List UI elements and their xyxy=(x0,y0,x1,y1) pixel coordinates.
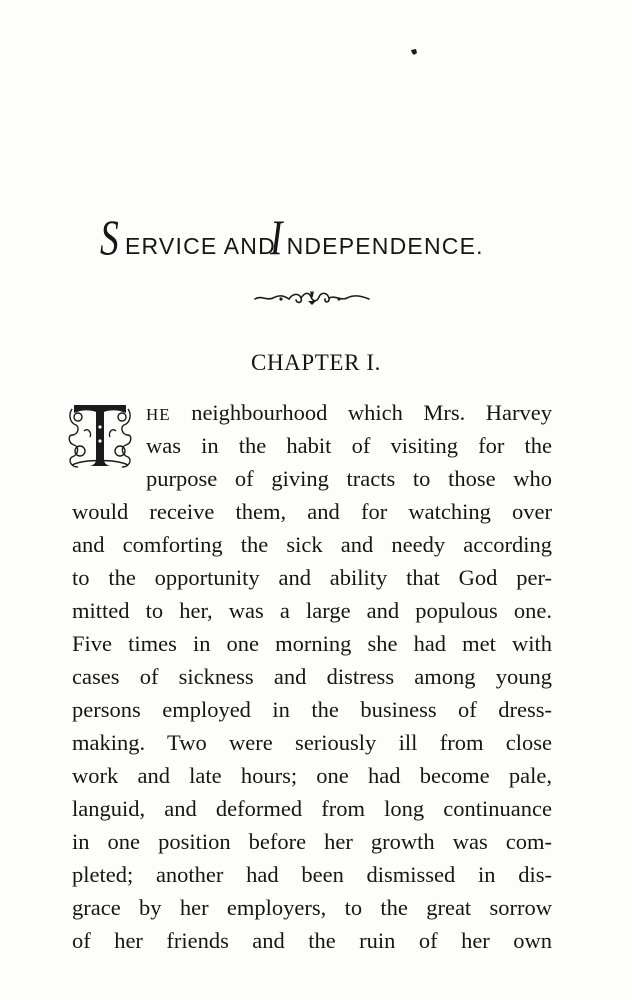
heading-text-part2: NDEPENDENCE. xyxy=(286,233,484,259)
body-line-17: of her friends and the ruin of her own xyxy=(72,928,552,953)
body-line-10: persons employed in the business of dress- xyxy=(72,697,552,722)
body-line-2: was in the habit of visiting for the xyxy=(146,433,552,458)
ink-speck xyxy=(410,48,418,56)
body-line-13: languid, and deformed from long continuance xyxy=(72,796,552,821)
body-line-5: and comforting the sick and needy according xyxy=(72,532,552,557)
body-line-14: in one position before her growth was com- xyxy=(72,829,552,854)
heading-text-part1: ERVICE AND xyxy=(125,233,276,259)
page-heading xyxy=(100,209,530,272)
body-line-1: HE neighbourhood which Mrs. Harvey xyxy=(146,400,553,425)
body-line-8: Five times in one morning she had met with xyxy=(72,631,552,656)
body-line-16: grace by her employers, to the great sorrow xyxy=(72,895,552,920)
ornamental-dropcap-t-icon xyxy=(66,401,134,471)
body-line-6: to the opportunity and ability that God per- xyxy=(72,565,552,590)
heading-initial-s: S xyxy=(100,209,119,265)
body-line-4: would receive them, and for watching over xyxy=(72,499,552,524)
body-line-3: purpose of giving tracts to those who xyxy=(146,466,552,491)
heading-initial-i: I xyxy=(269,209,283,265)
body-line-11: making. Two were seriously ill from close xyxy=(72,730,552,755)
body-line-15: pleted; another had been dismissed in dis- xyxy=(72,862,552,887)
smallcaps-opening: HE xyxy=(146,405,171,424)
decorative-flourish-icon xyxy=(253,289,371,307)
body-line-9: cases of sickness and distress among young xyxy=(72,664,552,689)
chapter-heading: CHAPTER I. xyxy=(251,350,381,375)
body-line-7: mitted to her, was a large and populous one. xyxy=(72,598,552,623)
body-line-12: work and late hours; one had become pale, xyxy=(72,763,552,788)
